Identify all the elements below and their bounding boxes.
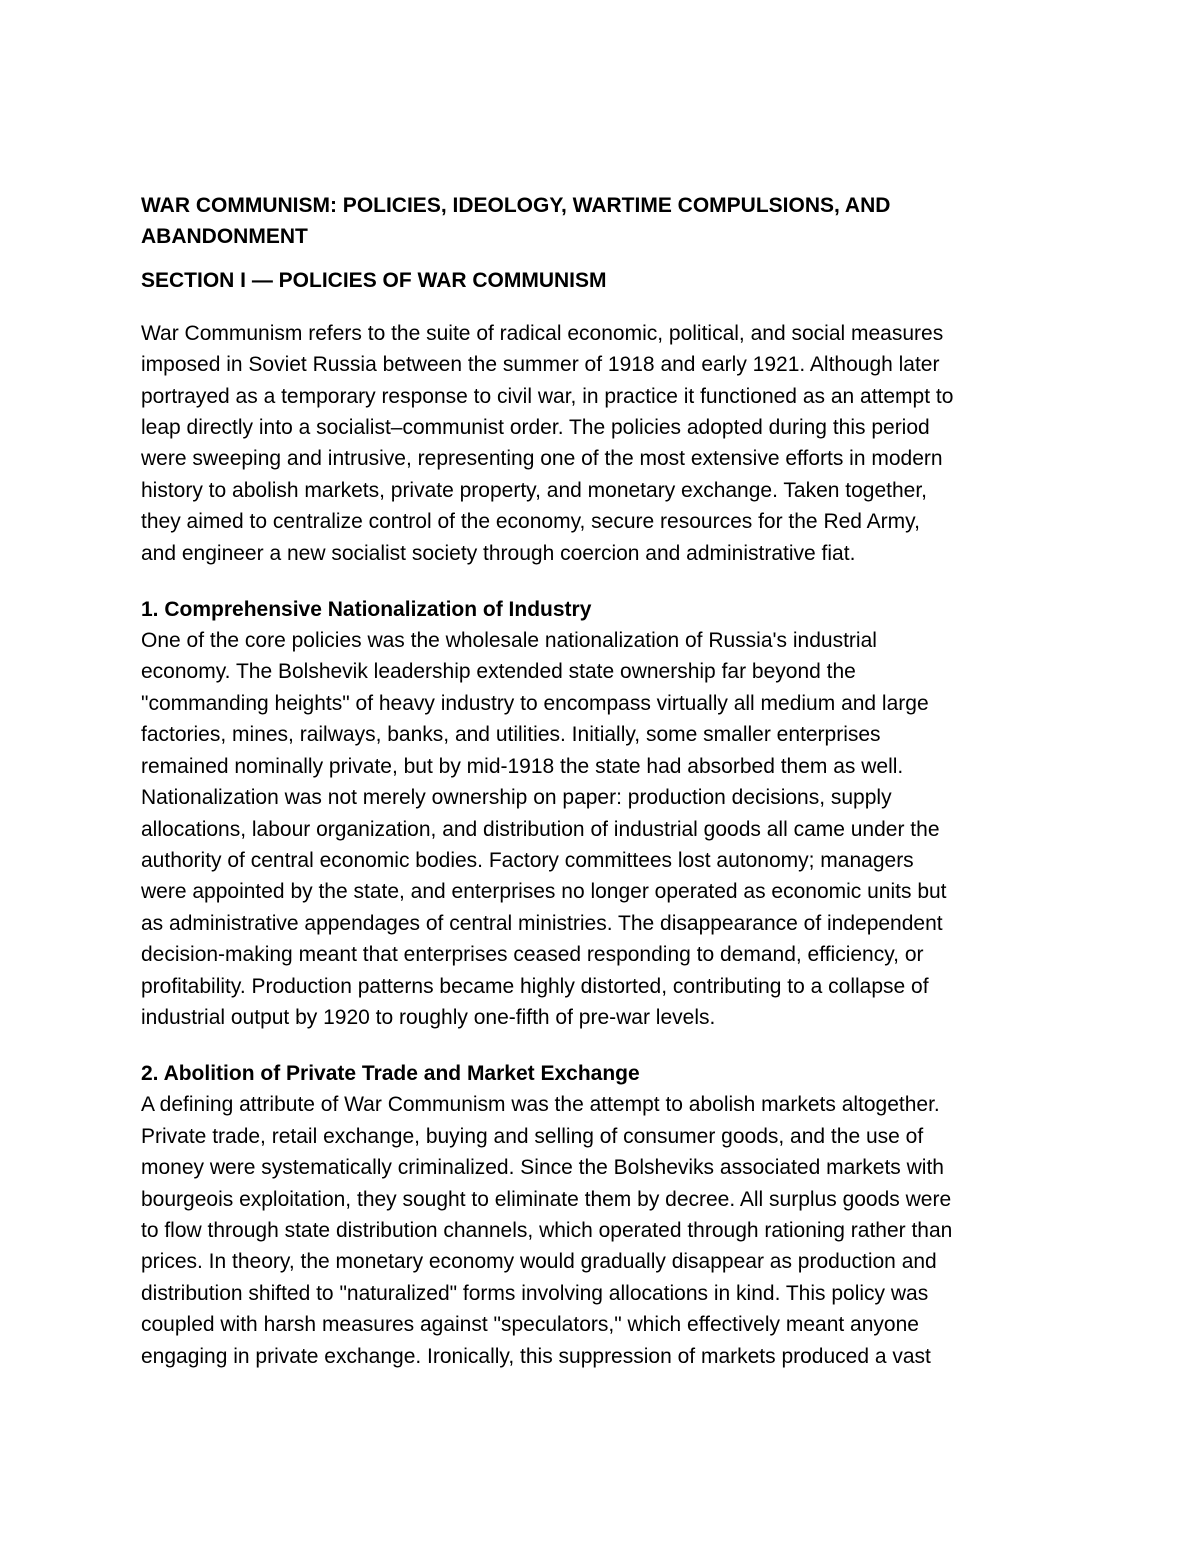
subsection-heading: 1. Comprehensive Nationalization of Industry: [141, 598, 592, 622]
subsection-nationalization: [141, 594, 1061, 1033]
section-heading: SECTION I — POLICIES OF WAR COMMUNISM: [141, 268, 607, 292]
subsection-paragraph: A defining attribute of War Communism was the attempt to abolish markets altogether. Private trade, retail exchange, buying and selling of consumer goods, and the use of money were systematically criminalized. Since the Bolsheviks associated markets with bourgeois exploitation, they sought to eliminate them by decree. All surplus goods were to flow through state distribution channels, which operated through rationing rather than prices. In theory, the monetary economy would gradually disappear as production and distribution shifted to "naturalized" forms involving allocations in kind. This policy was coupled with harsh measures against "speculators," which effectively meant anyone engaging in private exchange. Ironically, this suppression of markets produced a vast: [141, 1093, 953, 1368]
subsection-heading: 2. Abolition of Private Trade and Market Exchange: [141, 1062, 640, 1086]
subsection-paragraph: One of the core policies was the wholesale nationalization of Russia's industrial economy. The Bolshevik leadership extended state ownership far beyond the "commanding heights" of heavy industry to encompass virtually all medium and large factories, mines, railways, banks, and utilities. Initially, some smaller enterprises remained nominally private, but by mid-1918 the state had absorbed them as well. Nationalization was not merely ownership on paper: production decisions, supply allocations, labour organization, and distribution of industrial goods all came under the authority of central economic bodies. Factory committees lost autonomy; managers were appointed by the state, and enterprises no longer operated as economic units but as administrative appendages of central ministries. The disappearance of independent decision-making meant that enterprises ceased responding to demand, efficiency, or profitability. Production patterns became highly distorted, contributing to a collapse of industrial output by 1920 to roughly one-fifth of pre-war levels.: [141, 629, 947, 1029]
intro-paragraph: War Communism refers to the suite of radical economic, political, and social measures imposed in Soviet Russia between the summer of 1918 and early 1921. Although later portrayed as a temporary response to civil war, in practice it functioned as an attempt to leap directly into a socialist–communist order. The policies adopted during this period were sweeping and intrusive, representing one of the most extensive efforts in modern history to abolish markets, private property, and monetary exchange. Taken together, they aimed to centralize control of the economy, secure resources for the Red Army, and engineer a new socialist society through coercion and administrative fiat.: [141, 321, 954, 565]
subsection-private-trade: [141, 1058, 1061, 1372]
document-title: WAR COMMUNISM: POLICIES, IDEOLOGY, WARTIME COMPULSIONS, AND ABANDONMENT: [141, 194, 891, 249]
document-page: [141, 190, 1061, 1372]
